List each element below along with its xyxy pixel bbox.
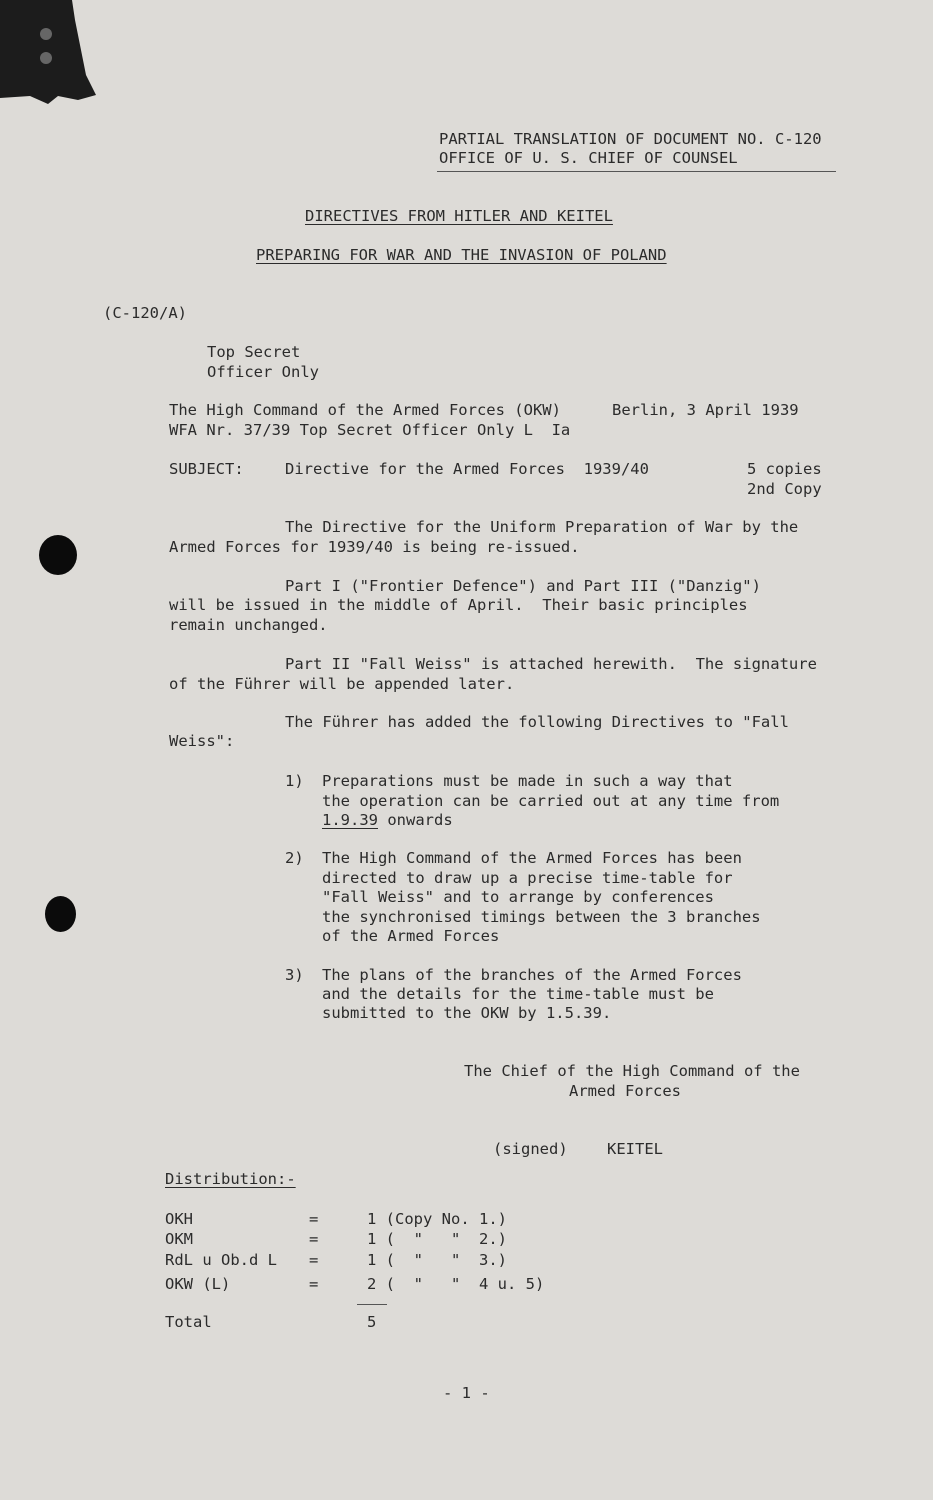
punch-hole	[39, 535, 77, 575]
distribution-detail: 2 ( " " 4 u. 5)	[367, 1275, 545, 1293]
directive-2-line-3: "Fall Weiss" and to arrange by conferences	[322, 888, 714, 906]
directive-1-line-3-rest: onwards	[378, 811, 453, 829]
directive-1-number: 1)	[285, 772, 304, 790]
punch-hole	[45, 896, 76, 932]
document-reference: (C-120/A)	[103, 304, 187, 322]
directive-2-line-1: The High Command of the Armed Forces has been	[322, 849, 742, 867]
distribution-equals: =	[309, 1230, 319, 1248]
distribution-detail: 1 (Copy No. 1.)	[367, 1210, 507, 1228]
directive-1-line-1: Preparations must be made in such a way that	[322, 772, 733, 790]
copy-number: 2nd Copy	[747, 480, 822, 498]
paragraph-1-line-1: The Directive for the Uniform Preparation of War by the	[285, 518, 799, 536]
directive-3-line-2: and the details for the time-table must be	[322, 985, 714, 1003]
origin-line-1: The High Command of the Armed Forces (OKW)	[169, 401, 561, 419]
directive-3-line-3: submitted to the OKW by 1.5.39.	[322, 1004, 612, 1022]
origin-line-2: WFA Nr. 37/39 Top Secret Officer Only L Ia	[169, 421, 571, 439]
signatory-name: KEITEL	[607, 1140, 663, 1158]
directive-2-number: 2)	[285, 849, 304, 867]
total-rule	[357, 1304, 387, 1305]
paragraph-4-line-1: The Führer has added the following Directives to "Fall	[285, 713, 789, 731]
distribution-recipient: OKH	[165, 1210, 193, 1228]
directive-1-date: 1.9.39	[322, 811, 378, 829]
total-value: 5	[367, 1313, 377, 1331]
distribution-equals: =	[309, 1275, 319, 1293]
torn-corner	[0, 0, 100, 110]
distribution-recipient: RdL u Ob.d L	[165, 1251, 277, 1269]
page-number: - 1 -	[443, 1384, 490, 1402]
distribution-equals: =	[309, 1210, 319, 1228]
header-line-2: OFFICE OF U. S. CHIEF OF COUNSEL	[439, 149, 738, 167]
signature-title-line-1: The Chief of the High Command of the	[464, 1062, 800, 1080]
distribution-detail: 1 ( " " 3.)	[367, 1251, 507, 1269]
paragraph-2-line-2: will be issued in the middle of April. Their basic principles	[169, 596, 748, 614]
subject-text: Directive for the Armed Forces 1939/40	[285, 460, 649, 478]
directive-2-line-5: of the Armed Forces	[322, 927, 500, 945]
distribution-detail: 1 ( " " 2.)	[367, 1230, 507, 1248]
title-line-1: DIRECTIVES FROM HITLER AND KEITEL	[305, 207, 613, 225]
directive-1-line-2: the operation can be carried out at any time from	[322, 792, 780, 810]
directive-3-number: 3)	[285, 966, 304, 984]
copies-count: 5 copies	[747, 460, 822, 478]
signature-title-line-2: Armed Forces	[569, 1082, 681, 1100]
paragraph-1-line-2: Armed Forces for 1939/40 is being re-issued.	[169, 538, 580, 556]
classification-line-2: Officer Only	[207, 363, 319, 381]
place-date: Berlin, 3 April 1939	[612, 401, 799, 419]
subject-label: SUBJECT:	[169, 460, 244, 478]
paragraph-3-line-1: Part II "Fall Weiss" is attached herewith. The signature	[285, 655, 817, 673]
signed-label: (signed)	[493, 1140, 568, 1158]
distribution-recipient: OKM	[165, 1230, 193, 1248]
paragraph-2-line-3: remain unchanged.	[169, 616, 328, 634]
directive-1-line-3	[322, 811, 453, 831]
title-line-2: PREPARING FOR WAR AND THE INVASION OF POLAND	[256, 246, 667, 264]
classification-line-1: Top Secret	[207, 343, 301, 361]
distribution-label: Distribution:-	[165, 1170, 296, 1188]
header-rule	[437, 171, 836, 172]
total-label: Total	[165, 1313, 212, 1331]
paragraph-3-line-2: of the Führer will be appended later.	[169, 675, 515, 693]
directive-2-line-4: the synchronised timings between the 3 branches	[322, 908, 761, 926]
header-line-1: PARTIAL TRANSLATION OF DOCUMENT NO. C-120	[439, 130, 822, 148]
paragraph-2-line-1: Part I ("Frontier Defence") and Part III ("Danzig")	[285, 577, 761, 595]
directive-2-line-2: directed to draw up a precise time-table for	[322, 869, 733, 887]
directive-3-line-1: The plans of the branches of the Armed Forces	[322, 966, 742, 984]
distribution-recipient: OKW (L)	[165, 1275, 231, 1293]
paragraph-4-line-2: Weiss":	[169, 732, 235, 750]
distribution-equals: =	[309, 1251, 319, 1269]
